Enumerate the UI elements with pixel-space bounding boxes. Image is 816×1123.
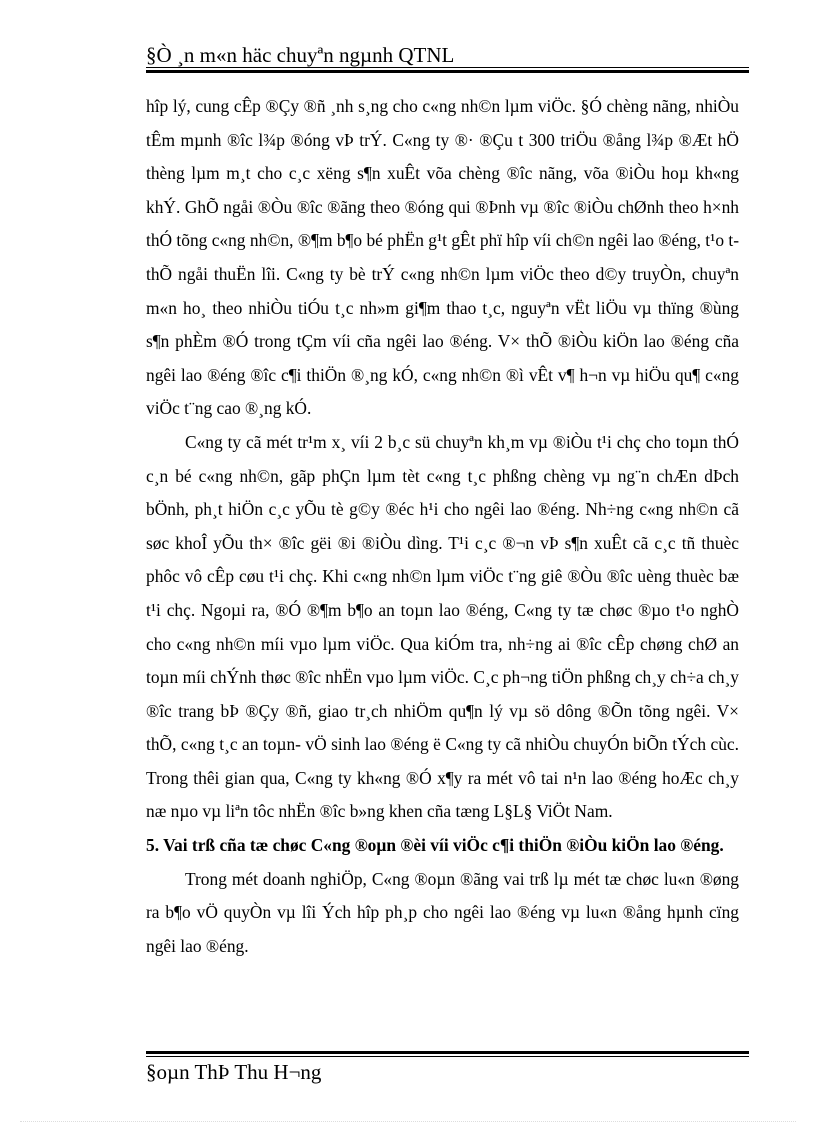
- footer-rule-top: [146, 1051, 749, 1054]
- paragraph-working-conditions: hîp lý, cung cÊp ®Çy ®ñ ¸nh s¸ng cho c«ng nh©n lµm viÖc. §Ó chèng nãng, nhiÒu tÊm mµnh ®îc l¾p ®óng vÞ trÝ. C«ng ty ®· ®Çu t 300 triÖu ®ång l¾p ®Æt hÖ thèng lµm m¸t cho c¸c xëng s¶n xuÊt võa chèng ®îc nãng, võa ®iÒu hoµ kh«ng khÝ. GhÕ ngåi ®Òu ®îc ®ãng theo ®óng qui ®Þnh vµ ®îc ®iÒu chØnh theo h×nh thÓ tõng c«ng nh©n, ®¶m b¶o bé phËn g¹t gÊt phï hîp víi ch©n ngêi lao ®éng, t¹o t thÕ ngåi thuËn lîi. C«ng ty bè trÝ c«ng nh©n lµm viÖc theo d©y truyÒn, chuyªn m«n ho¸ theo nhiÒu tiÓu t¸c nh»m gi¶m thao t¸c, nguyªn vËt liÖu vµ thïng ®ùng s¶n phÈm ®Ó trong tÇm víi cña ngêi lao ®éng. V× thÕ ®iÒu kiÖn lao ®éng cña ngêi lao ®éng ®îc c¶i thiÖn ®¸ng kÓ, c«ng nh©n ®ì vÊt v¶ h¬n vµ hiÖu qu¶ c«ng viÖc t¨ng cao ®¸ng kÓ.: [146, 96, 739, 419]
- footer-rule-bottom: [146, 1056, 749, 1057]
- page-bottom-edge: [20, 1121, 796, 1122]
- document-body: [146, 90, 739, 963]
- paragraph-health-safety: C«ng ty cã mét tr¹m x¸ víi 2 b¸c sü chuyªn kh¸m vµ ®iÒu t¹i chç cho toµn thÓ c¸n bé c«ng nh©n, gãp phÇn lµm tèt c«ng t¸c phßng chèng vµ ng¨n chÆn dÞch bÖnh, ph¸t hiÖn c¸c yÕu tè g©y ®éc h¹i cho ngêi lao ®éng. Nh÷ng c«ng nh©n cã søc khoÎ yÕu th× ®îc gëi ®i ®iÒu dìng. T¹i c¸c ®¬n vÞ s¶n xuÊt cã c¸c tñ thuèc phôc vô cÊp cøu t¹i chç. Khi c«ng nh©n lµm viÖc t¨ng giê ®Òu ®îc uèng thuèc bæ t¹i chç. Ngoµi ra, ®Ó ®¶m b¶o an toµn lao ®éng, C«ng ty tæ chøc ®µo t¹o nghÒ cho c«ng nh©n míi vµo lµm viÖc. Qua kiÓm tra, nh÷ng ai ®îc cÊp chøng chØ an toµn míi chÝnh thøc ®îc nhËn vµo lµm viÖc. C¸c ph¬ng tiÖn phßng ch¸y ch÷a ch¸y ®îc trang bÞ ®Çy ®ñ, giao tr¸ch nhiÖm qu¶n lý vµ sö dông ®Õn tõng ngêi. V× thÕ, c«ng t¸c an toµn- vÖ sinh lao ®éng ë C«ng ty cã nhiÒu chuyÓn biÕn tÝch cùc. Trong thêi gian qua, C«ng ty kh«ng ®Ó x¶y ra mét vô tai n¹n lao ®éng hoÆc ch¸y næ nµo vµ liªn tôc nhËn ®îc b»ng khen cña tæng L§L§ ViÖt Nam.: [146, 431, 739, 822]
- page-footer-author: §oµn ThÞ Thu H¬ng: [146, 1060, 322, 1084]
- header-rule-top: [146, 67, 749, 68]
- section-heading-union-role: 5. Vai trß cña tæ chøc C«ng ®oµn ®èi víi viÖc c¶i thiÖn ®iÒu kiÖn lao ®éng.: [146, 835, 724, 856]
- paragraph-union-role: Trong mét doanh nghiÖp, C«ng ®oµn ®ãng vai trß lµ mét tæ chøc lu«n ®øng ra b¶o vÖ quyÒn vµ lîi Ých hîp ph¸p cho ngêi lao ®éng vµ lu«n ®ång hµnh cïng ngêi lao ®éng.: [146, 868, 739, 956]
- header-rule-bottom: [146, 70, 749, 73]
- page-header-title: §Ò ¸n m«n häc chuyªn ngµnh QTNL: [146, 43, 455, 67]
